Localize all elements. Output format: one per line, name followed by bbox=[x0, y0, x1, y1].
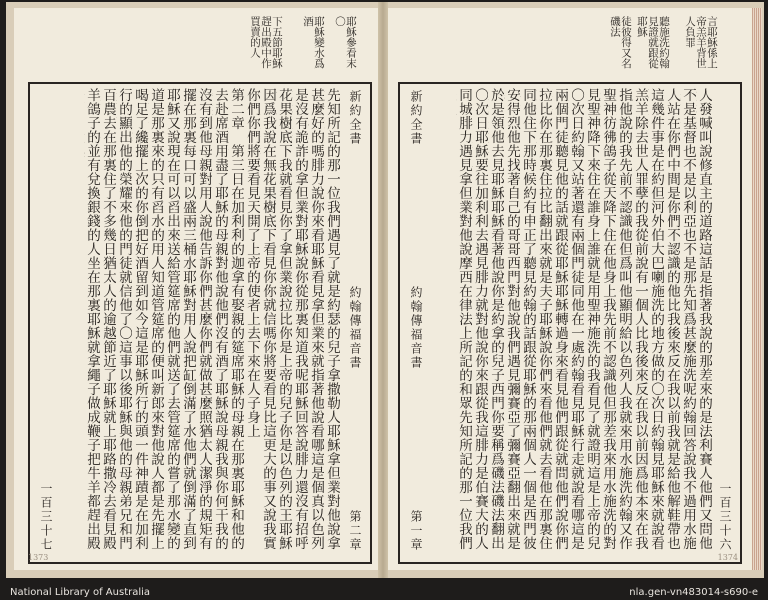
text-column: 〇次日約翰又站著還有兩個門徒同他在一處約翰看見耶穌行走就說看哪這是 bbox=[568, 88, 584, 550]
text-column: 行的顯出他的榮耀來他的門徒就信他了〇這事以後耶穌與他的母親弟兄和門 bbox=[116, 88, 132, 550]
text-column: 〇次日耶穌要往加利利去遇見腓力就對他說你來跟從我這腓力是伯賽大的人 bbox=[472, 88, 488, 550]
text-column: 羊鴿子的並有兌換銀錢的人坐在那裏耶穌就拿繩子做成鞭子把牛羊都趕出殿 bbox=[84, 88, 100, 550]
side-note: 言耶穌係上帝羔羊背世人負罪 bbox=[684, 16, 718, 69]
side-note: 耶穌參看末〇 bbox=[334, 16, 357, 69]
text-column: 喝足了纔擺上次的你倒把好酒留到如今這是耶穌所行的頭一件神蹟是在加利 bbox=[132, 88, 148, 550]
archive-stamp: 1374 bbox=[717, 553, 738, 562]
archive-stamp: 1373 bbox=[28, 553, 49, 562]
text-column: 耶穌又說現在可以舀出來送給管筵席的他們就送了去管筵席的嘗了那水變的 bbox=[164, 88, 180, 550]
text-column: 拉比你在那裏住拉比翻出來就是夫子耶穌說你們來看他們就去看他在那裏住 bbox=[536, 88, 552, 550]
text-column: 你們你們將要看見天開了上帝的使者上去下來在人子身上 bbox=[244, 88, 260, 438]
left-page-notes bbox=[36, 16, 356, 78]
text-column: 因爲我說在無花果樹底下看見你你就信嗎你將要看見比這更大的事又說我實 bbox=[260, 88, 276, 550]
library-credit: National Library of Australia bbox=[10, 587, 151, 598]
running-head-left bbox=[347, 90, 364, 552]
text-column: 見聖神降下來住在誰身上誰就是用聖神施洗的我看見了就證明這是上帝的兒 bbox=[584, 88, 600, 550]
chapter-label: 第二章 bbox=[348, 510, 362, 552]
page-number: 一百三十七 bbox=[39, 482, 53, 552]
gospel-title: 約翰傳福音書 bbox=[348, 286, 362, 370]
text-column: 沒有到他母親對用人說他告訴你們甚麼你們就做甚麼照猶太人潔淨的規矩有 bbox=[196, 88, 212, 550]
book-title: 新約全書 bbox=[409, 90, 423, 146]
gospel-title: 約翰傳福音書 bbox=[409, 286, 423, 370]
text-columns bbox=[430, 88, 712, 558]
side-note: 耶穌變水爲酒 bbox=[302, 16, 325, 69]
text-columns bbox=[58, 88, 340, 558]
text-column: 花果樹底下我就看見你了拿但業說拉比你是上帝的兒子你是以色列的王耶穌 bbox=[276, 88, 292, 550]
text-column: 人站在你們中間是你們不認識的他比我後來反在我以前我就是給他解鞋帶也 bbox=[664, 88, 680, 550]
text-column: 人發喊叫說修直主的道路這話是指著我說的那差來的是法利賽人他們又問他 bbox=[696, 88, 712, 550]
text-column: 百農去在那裏住了不多幾日猶太人的逾越節近了耶穌就上耶路撒冷去看見殿 bbox=[100, 88, 116, 550]
text-column: 兩個門徒聽見他的話就跟從耶穌耶穌轉過身來看見他們跟從就問他們說你們 bbox=[552, 88, 568, 550]
text-column: 不是基督也不是以利亞也不是那先知爲甚麼施洗呢約翰回答說我不過用水施 bbox=[680, 88, 696, 550]
text-column: 於是領他去見耶穌耶穌看著他說你是約拿的兒子西門你要稱爲磯法磯法翻出 bbox=[488, 88, 504, 550]
book-gutter bbox=[378, 2, 388, 578]
text-column: 擺在那裏每口可以盛兩三桶水耶穌對用人說把缸倒滿了水他們就倒滿了直到 bbox=[180, 88, 196, 550]
left-page bbox=[14, 8, 378, 570]
page-number: 一百三十六 bbox=[718, 482, 732, 552]
right-page bbox=[388, 8, 752, 570]
text-column: 羔羊除去世人罪孽的我從前說有一個人比我後來反在我以前因爲他本來在我 bbox=[632, 88, 648, 550]
chapter-label: 第一章 bbox=[409, 510, 423, 552]
right-page-notes bbox=[402, 16, 732, 78]
page-edges bbox=[752, 8, 762, 570]
running-head-right bbox=[408, 90, 425, 552]
text-column: 聖神彷彿鴿子從天降下住在他身上我先前不認識他但那差我來用水施洗的對 bbox=[600, 88, 616, 550]
text-column: 去赴席酒用盡了耶穌的母親對他說他們沒有酒了耶穌說母親我與你何干我的 bbox=[212, 88, 228, 550]
page-number-left bbox=[38, 90, 55, 552]
side-note: 徒彼得又名磯法 bbox=[609, 16, 632, 69]
text-column: 同他住下那時候約有申正了聽見約翰的話跟從耶穌的那兩個人一個是西門彼 bbox=[520, 88, 536, 550]
text-column: 道是那裏來的只有舀水的用人知道管筵席的便叫新郎來對他說人都是先擺上 bbox=[148, 88, 164, 550]
book-scan bbox=[6, 2, 764, 578]
text-frame bbox=[28, 82, 372, 564]
side-note: 下五節耶穌趕出殿中作買賣的人 bbox=[249, 16, 283, 69]
side-note: 聽施洗約翰見證就跟從耶穌 bbox=[636, 16, 670, 69]
text-column: 是沒有詭詐的拿但業對耶穌說你從那裏知道我呢耶穌回答說腓力還沒有招呼 bbox=[292, 88, 308, 550]
text-column: 甚麼好的嗎腓力說你來看耶穌看見拿但業來就指著他說看哪這是個真以色列 bbox=[308, 88, 324, 550]
text-column: 這幾件事是在約但河外伯大巴喇施洗的地方做的〇次日約翰見耶穌來就說看 bbox=[648, 88, 664, 550]
text-column: 安得烈他先找著自己的哥哥西門對他說我們遇見彌賽亞了彌賽亞翻出來就是 bbox=[504, 88, 520, 550]
page-number-right bbox=[717, 90, 734, 552]
text-column: 先知所記的那一位我們遇見了就是約瑟的兒子拿撒勒人耶穌拿但業對他說拿 bbox=[324, 88, 340, 550]
book-title: 新約全書 bbox=[348, 90, 362, 146]
image-identifier: nla.gen-vn483014-s690-e bbox=[629, 587, 758, 598]
text-column: 第二章 第三日在加利利的迦拿有娶親的筵席耶穌的母親在那裏耶穌和他的 bbox=[228, 88, 244, 550]
text-column: 指他說的我先前不認識他但爲叫他顯明給以色列人我就來用水施洗約翰又作 bbox=[616, 88, 632, 550]
text-frame bbox=[398, 82, 742, 564]
text-column: 同城腓力遇見拿但業對他說摩西在律法上所記的和眾先知所記的那一位我們 bbox=[456, 88, 472, 550]
